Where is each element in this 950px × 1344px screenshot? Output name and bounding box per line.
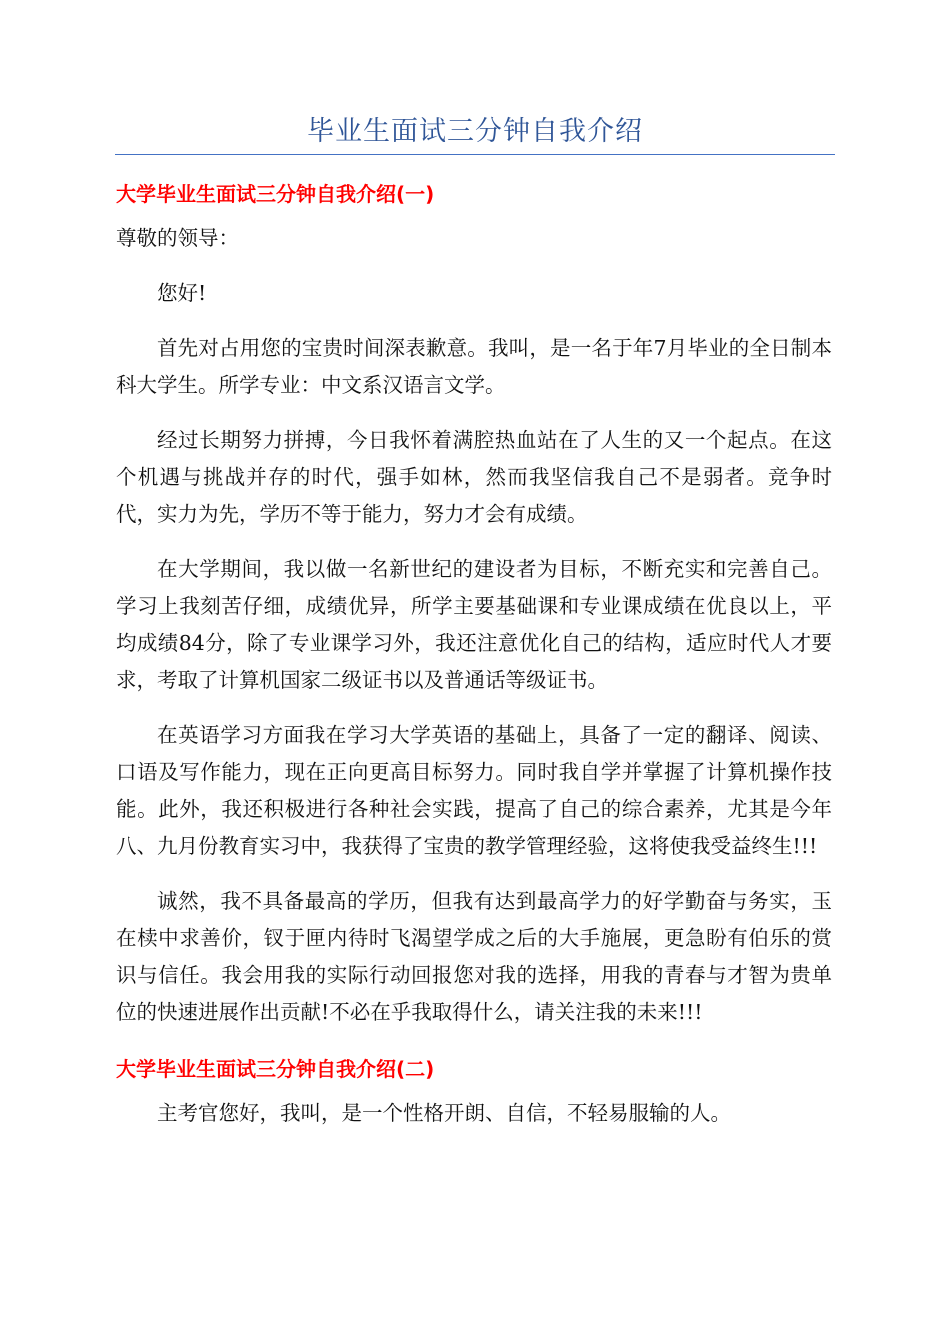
section-heading-1: 大学毕业生面试三分钟自我介绍(一) <box>116 182 435 206</box>
document-body <box>116 174 832 1150</box>
document-title: 毕业生面试三分钟自我介绍 <box>307 116 643 147</box>
salutation: 尊敬的领导： <box>116 226 239 250</box>
paragraph: 经过长期努力拼搏，今日我怀着满腔热血站在了人生的又一个起点。在这个机遇与挑战并存的时代，强手如林，然而我坚信我自己不是弱者。竞争时代，实力为先，学历不等于能力，努力才会有成绩。 <box>116 428 832 526</box>
section-heading-2: 大学毕业生面试三分钟自我介绍(二) <box>116 1057 435 1081</box>
paragraph: 主考官您好，我叫，是一个性格开朗、自信，不轻易服输的人。 <box>157 1101 731 1125</box>
paragraph: 在大学期间，我以做一名新世纪的建设者为目标，不断充实和完善自己。学习上我刻苦仔细，成绩优异，所学主要基础课和专业课成绩在优良以上，平均成绩84分，除了专业课学习外，我还注意优化自己的结构，适应时代人才要求，考取了计算机国家二级证书以及普通话等级证书。 <box>116 557 832 692</box>
paragraph: 诚然，我不具备最高的学历，但我有达到最高学力的好学勤奋与务实，玉在椟中求善价，钗于匣内待时飞渴望学成之后的大手施展，更急盼有伯乐的赏识与信任。我会用我的实际行动回报您对我的选择，用我的青春与才智为贵单位的快速进展作出贡献!不必在乎我取得什么，请关注我的未来!!! <box>116 889 832 1024</box>
paragraph: 在英语学习方面我在学习大学英语的基础上，具备了一定的翻译、阅读、口语及写作能力，现在正向更高目标努力。同时我自学并掌握了计算机操作技能。此外，我还积极进行各种社会实践，提高了自己的综合素养，尤其是今年八、九月份教育实习中，我获得了宝贵的教学管理经验，这将使我受益终生!!! <box>116 723 832 858</box>
paragraph: 首先对占用您的宝贵时间深表歉意。我叫，是一名于年7月毕业的全日制本科大学生。所学专业：中文系汉语言文学。 <box>116 336 832 397</box>
title-underline-divider <box>115 154 835 155</box>
paragraph: 您好! <box>157 281 207 305</box>
